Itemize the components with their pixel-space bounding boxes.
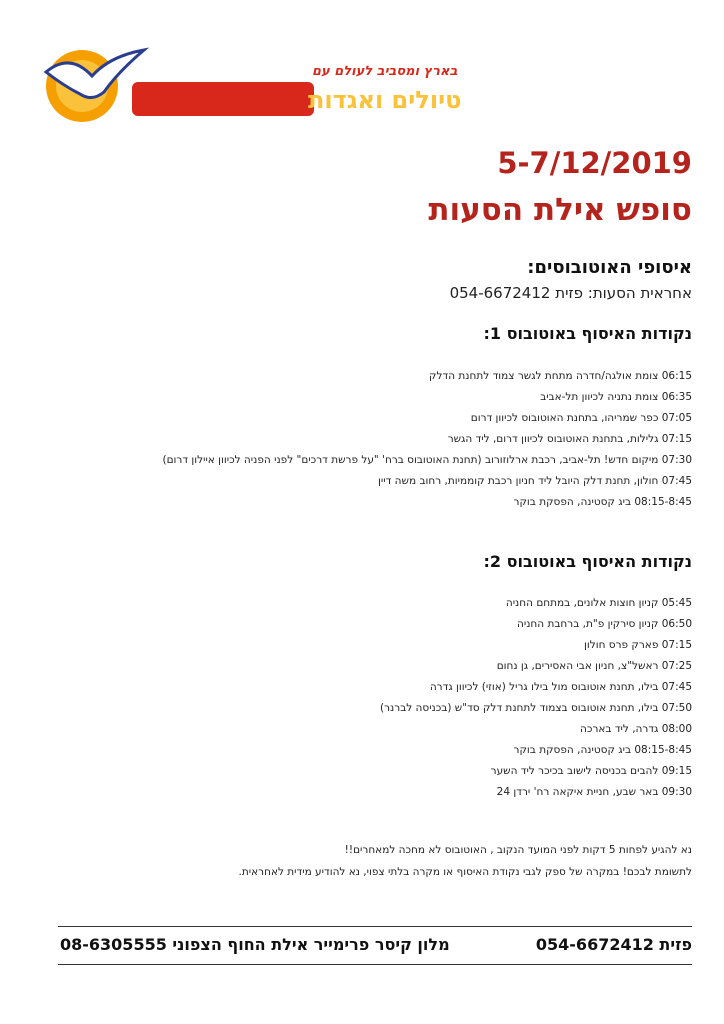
bus2-title: נקודות האיסוף באוטובוס 2: xyxy=(483,552,692,571)
event-date: 5-7/12/2019 xyxy=(497,146,692,180)
bus2-stop: 07:45 בילו, תחנת אוטובוס מול בילו גריל (אוזי) לכיוון גדרה xyxy=(429,681,692,693)
bus2-stop: 05:45 קניון חוצות אלונים, במתחם החניה xyxy=(505,597,692,609)
footer-divider-bottom xyxy=(58,964,692,965)
bus2-stop: 07:25 ראשל"צ, חניון אבי האסירים, גן נחום xyxy=(496,660,692,672)
bus2-stop: 08:15-8:45 ביג קסטינה, הפסקת בוקר xyxy=(513,744,692,756)
bus1-stop: 07:45 חולון, תחנת דלק היובל ליד חניון רכבת קוממיות, רחוב משה דיין xyxy=(378,475,692,487)
bus1-stop: 06:15 צומת אולגה/חדרה מתחת לגשר צמוד לתחנת הדלק xyxy=(429,370,692,382)
bus1-stop: 07:15 גלילות, בתחנת האוטובוס לכיוון דרום, ליד הגשר xyxy=(447,433,692,445)
company-logo xyxy=(40,42,462,124)
bus2-stop: 07:15 פארק פרס חולון xyxy=(584,639,692,651)
logo-tagline: בארץ ומסביב לעולם עם xyxy=(312,64,458,79)
bus2-stops-list xyxy=(380,593,692,803)
logo-brand-name: טיולים ואגדות xyxy=(308,86,462,114)
bus1-stop: 06:35 צומת נתניה לכיוון תל-אביב xyxy=(540,391,692,403)
transport-coordinator: אחראית הסעות: פזית 054-6672412 xyxy=(449,284,692,302)
bus2-stop: 09:15 להבים בכניסה לישוב בכיכר ליד השער xyxy=(490,765,692,777)
page-title: סופש אילת הסעות xyxy=(428,192,692,228)
bus2-stop: 08:00 גדרה, ליד בארכה xyxy=(580,723,692,735)
bus1-title: נקודות האיסוף באוטובוס 1: xyxy=(483,324,692,343)
logo-banner xyxy=(132,82,314,116)
logo-graphic xyxy=(40,42,462,124)
bus2-stop: 09:30 באר שבע, חניית איקאה רח' ירדן 24 xyxy=(496,786,692,798)
bus1-stop: 07:05 כפר שמריהו, בתחנת האוטובוס לכיוון דרום xyxy=(470,412,692,424)
footer-hotel: מלון קיסר פרימייר אילת החוף הצפוני 08-6305555 xyxy=(60,935,450,954)
bus2-stop: 06:50 קניון סירקין פ"ת, ברחבת החניה xyxy=(516,618,692,630)
bus1-stop: 08:15-8:45 ביג קסטינה, הפסקת בוקר xyxy=(513,496,692,508)
bus2-stop: 07:50 בילו, תחנת אוטובוס בצמוד לתחנת דלק סד"ש (בכניסה לברנר) xyxy=(379,702,692,714)
bus1-stop: 07:30 מיקום חדש! תל-אביב, רכבת ארלוזורוב (תחנת האוטובוס ברח' "על פרשת דרכים" לפני הפניה לכיוון איילון דרום) xyxy=(162,454,692,466)
footer-contact: פזית 054-6672412 xyxy=(535,935,692,954)
bus1-stops-list xyxy=(162,366,692,513)
footer-divider-top xyxy=(58,926,692,927)
attention-note: לתשומת לבכם! במקרה של ספק לגבי נקודת האיסוף או מקרה בלתי צפוי, נא להודיע מידית לאחראית. xyxy=(238,866,692,878)
arrival-note: נא להגיע לפחות 5 דקות לפני המועד הנקוב , האוטובוס לא מחכה למאחרים!! xyxy=(344,844,692,856)
pickups-heading: איסופי האוטובוסים: xyxy=(527,257,692,278)
